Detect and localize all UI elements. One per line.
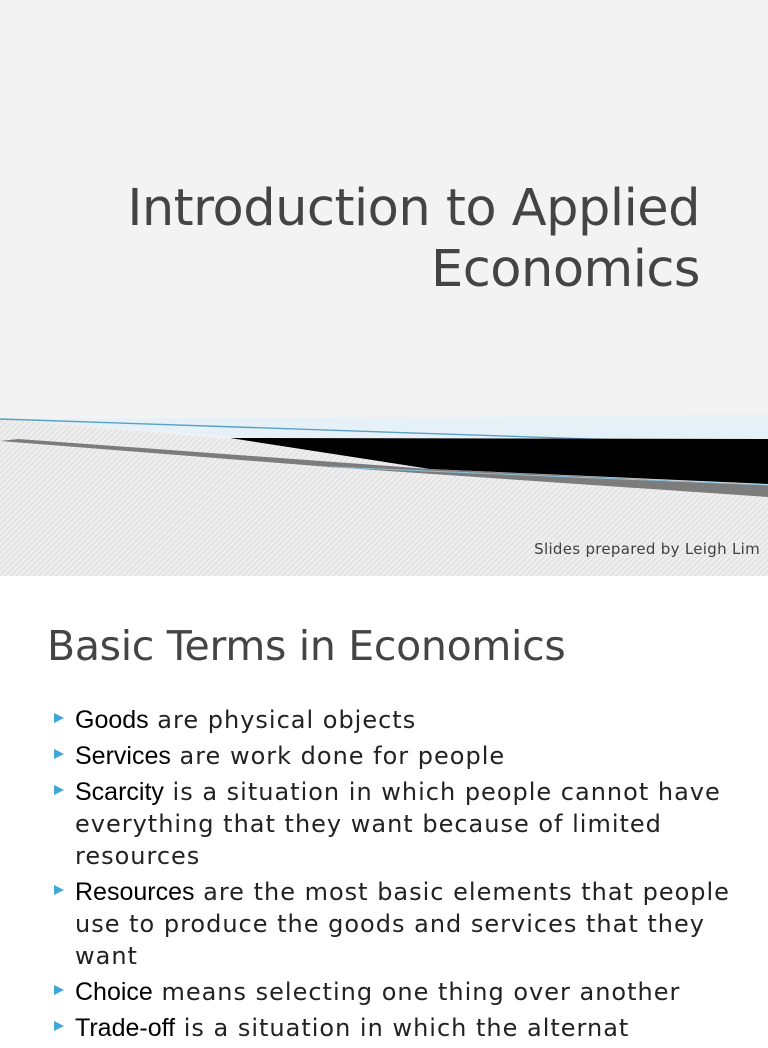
list-item <box>54 776 734 872</box>
bullet-list <box>54 704 734 1048</box>
list-item <box>54 1012 734 1044</box>
definition: are work done for people <box>170 742 506 770</box>
definition: means selecting one thing over another <box>152 978 681 1006</box>
slide-title-line-1: Introduction to Applied <box>127 179 700 238</box>
term: Services <box>75 742 171 770</box>
bullet-icon <box>54 713 64 723</box>
content-slide <box>0 576 768 1042</box>
term: Resources <box>75 878 195 906</box>
slide-title <box>50 178 700 300</box>
definition: is a situation in which the alternat <box>175 1014 630 1042</box>
list-item <box>54 740 734 772</box>
bullet-icon <box>54 785 64 795</box>
definition: is a situation in which people cannot have everything that they want because of limited resources <box>75 778 721 870</box>
term: Goods <box>75 706 149 734</box>
term: Choice <box>75 978 153 1006</box>
definition: are physical objects <box>148 706 417 734</box>
list-item <box>54 876 734 972</box>
term: Trade-off <box>75 1014 176 1042</box>
slide-title-line-2: Economics <box>431 240 700 299</box>
bullet-icon <box>54 885 64 895</box>
definition: are the most basic elements that people use to produce the goods and services that they want <box>75 878 730 970</box>
bullet-icon <box>54 749 64 759</box>
bullet-icon <box>54 1021 64 1031</box>
slide-subtitle: Slides prepared by Leigh Lim <box>534 540 760 558</box>
term: Scarcity <box>75 778 164 806</box>
content-slide-title: Basic Terms in Economics <box>47 622 566 670</box>
bullet-icon <box>54 985 64 995</box>
list-item <box>54 976 734 1008</box>
list-item <box>54 704 734 736</box>
